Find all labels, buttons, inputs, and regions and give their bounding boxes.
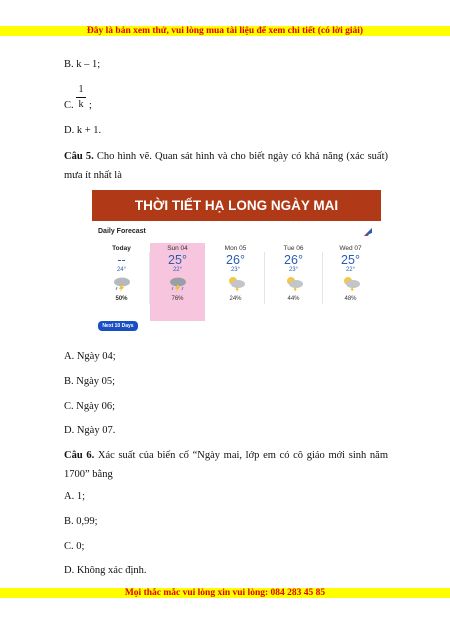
day-divider	[264, 252, 265, 304]
day-low-temp: 24°	[116, 267, 127, 273]
partly-cloudy-thunder-icon	[284, 276, 304, 292]
thunderstorm-icon	[112, 276, 132, 292]
q5-option-d: D. Ngày 07.	[64, 425, 116, 436]
day-name: Today	[112, 245, 131, 252]
fraction-numerator: 1	[78, 84, 84, 95]
day-low-temp: 23°	[288, 267, 299, 273]
partly-cloudy-thunder-icon	[226, 276, 246, 292]
daily-forecast-label: Daily Forecast	[98, 228, 146, 235]
q6-option-a: A. 1;	[64, 491, 85, 502]
option-c-prev-suffix: ;	[89, 100, 92, 111]
day-name: Sun 04	[167, 245, 188, 252]
day-name: Tue 06	[283, 245, 304, 252]
q5-option-b: B. Ngày 05;	[64, 376, 116, 387]
question-5-text: Cho hình vẽ. Quan sát hình và cho biết ngày có khả năng (xác suất) mưa ít nhất là	[64, 151, 388, 181]
day-rain-chance: 50%	[115, 296, 128, 302]
weather-forecast-image	[92, 190, 381, 336]
day-high-temp: 26°	[284, 253, 303, 267]
day-low-temp: 22°	[345, 267, 356, 273]
day-rain-chance: 48%	[344, 296, 357, 302]
fraction-denominator: k	[78, 99, 84, 110]
option-b-prev: B. k – 1;	[64, 59, 101, 70]
preview-notice-banner: Đây là bản xem thử, vui lòng mua tài liệu để xem chi tiết (có lời giải)	[0, 26, 450, 36]
q5-option-c: C. Ngày 06;	[64, 401, 116, 412]
question-6-text: Xác suất của biến cố “Ngày mai, lớp em có cô giáo mới sinh năm 1700” bằng	[64, 450, 388, 480]
day-rain-chance: 76%	[171, 296, 184, 302]
q6-option-b: B. 0,99;	[64, 516, 98, 527]
day-high-temp: 25°	[341, 253, 360, 267]
option-c-prev-label: C.	[64, 100, 74, 111]
fraction-one-over-k	[76, 84, 86, 111]
day-rain-chance: 24%	[229, 296, 242, 302]
next-10-days-button: Next 10 Days	[98, 321, 138, 331]
q6-option-c: C. 0;	[64, 541, 85, 552]
day-low-temp: 23°	[230, 267, 241, 273]
contact-banner: Mọi thắc mắc vui lòng xin vui lòng: 084 283 45 85	[0, 588, 450, 598]
day-high-temp: 26°	[226, 253, 245, 267]
day-rain-chance: 44%	[287, 296, 300, 302]
day-low-temp: 22°	[172, 267, 183, 273]
weather-title: THỜI TIẾT HẠ LONG NGÀY MAI	[92, 190, 381, 221]
forecast-day-wed-07	[323, 243, 378, 319]
day-name: Wed 07	[339, 245, 362, 252]
weather-app-logo-icon	[363, 227, 373, 237]
forecast-day-today	[94, 243, 149, 319]
day-name: Mon 05	[224, 245, 247, 252]
question-5	[64, 147, 388, 185]
question-6-label: Câu 6.	[64, 450, 95, 461]
forecast-day-sun-04	[150, 243, 205, 321]
question-5-label: Câu 5.	[64, 151, 94, 162]
q6-option-d: D. Không xác định.	[64, 565, 147, 576]
q5-option-a: A. Ngày 04;	[64, 351, 116, 362]
day-high-temp: --	[117, 253, 126, 267]
day-high-temp: 25°	[168, 253, 187, 267]
thunderstorm-icon	[168, 276, 188, 292]
partly-cloudy-thunder-icon	[341, 276, 361, 292]
option-d-prev: D. k + 1.	[64, 125, 102, 136]
forecast-day-tue-06	[266, 243, 321, 319]
forecast-day-mon-05	[208, 243, 263, 319]
fraction-bar	[76, 97, 86, 98]
question-6	[64, 446, 388, 484]
